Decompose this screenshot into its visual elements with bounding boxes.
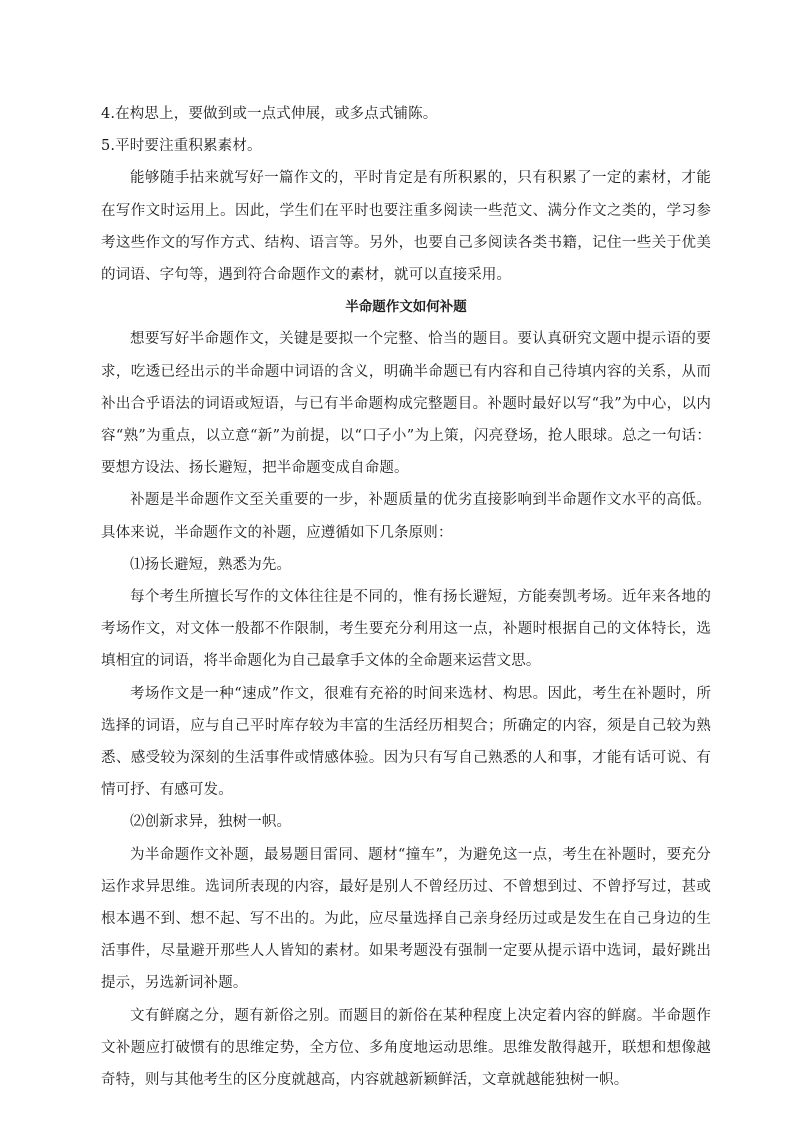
paragraph-innovation: 为半命题作文补题，最易题目雷同、题材“撞车”，为避免这一点，考生在补题时，要充分运作求异思维。选词所表现的内容，最好是别人不曾经历过、不曾想到过、不曾抒写过，甚或根本遇不到、想不起、写不出的。为此，应尽量选择自己亲身经历过或是发生在自己身边的生活事件，尽量避开那些人人皆知的素材。如果考题没有强制一定要从提示语中选词，最好跳出提示，另选新词补题。	[101, 846, 711, 992]
paragraph-genre: 每个考生所擅长写作的文体往往是不同的，惟有扬长避短，方能奏凯考场。近年来各地的考场作文，对文体一般都不作限制，考生要充分利用这一点，补题时根据自己的文体特长，选填相宜的词语，将半命题化为自己最拿手文体的全命题来运营文思。	[101, 589, 711, 670]
principle-heading-2: ⑵创新求异，独树一帜。	[130, 814, 292, 831]
list-item-4: 4.在构思上，要做到或一点式伸展，或多点式铺陈。	[101, 106, 438, 122]
section-title: 半命题作文如何补题	[345, 299, 467, 316]
paragraph-fresh-ideas: 文有鲜腐之分，题有新俗之别。而题目的新俗在某种程度上决定着内容的鲜腐。半命题作文补题应打破惯有的思维定势，全方位、多角度地运动思维。思维发散得越开，联想和想像越奇特，则与其他考生的区分度就越高，内容就越新颖鲜活，文章就越能独树一帜。	[101, 1007, 711, 1089]
paragraph-accumulate-materials: 能够随手拈来就写好一篇作文的，平时肯定是有所积累的，只有积累了一定的素材，才能在写作文时运用上。因此，学生们在平时也要注重多阅读一些范文、满分作文之类的，学习参考这些作文的写作方式、结构、语言等。另外，也要自己多阅读各类书籍，记住一些关于优美的词语、字句等，遇到符合命题作文的素材，就可以直接采用。	[101, 170, 711, 284]
list-item-5: 5.平时要注重积累素材。	[101, 138, 262, 155]
principle-heading-1: ⑴扬长避短，熟悉为先。	[130, 556, 292, 573]
paragraph-quick-writing: 考场作文是一种“速成”作文，很难有充裕的时间来选材、构思。因此，考生在补题时，所选择的词语，应与自己平时库存较为丰富的生活经历相契合；所确定的内容，须是自己较为熟悉、感受较为深刻的生活事件或情感体验。因为只有写自己熟悉的人和事，才能有话可说、有情可抒、有感可发。	[101, 685, 711, 799]
paragraph-intro: 想要写好半命题作文，关键是要拟一个完整、恰当的题目。要认真研究文题中提示语的要求，吃透已经出示的半命题中词语的含义，明确半命题已有内容和自己待填内容的关系，从而补出合乎语法的词语或短语，与已有半命题构成完整题目。补题时最好以写“我”为中心，以内容“熟”为重点，以立意“新”为前提，以“口子小”为上策，闪亮登场，抢人眼球。总之一句话：要想方设法、扬长避短，把半命题变成自命题。	[101, 331, 711, 477]
paragraph-principles: 补题是半命题作文至关重要的一步，补题质量的优劣直接影响到半命题作文水平的高低。具体来说，半命题作文的补题，应遵循如下几条原则：	[101, 492, 711, 541]
document-page	[101, 98, 711, 1096]
